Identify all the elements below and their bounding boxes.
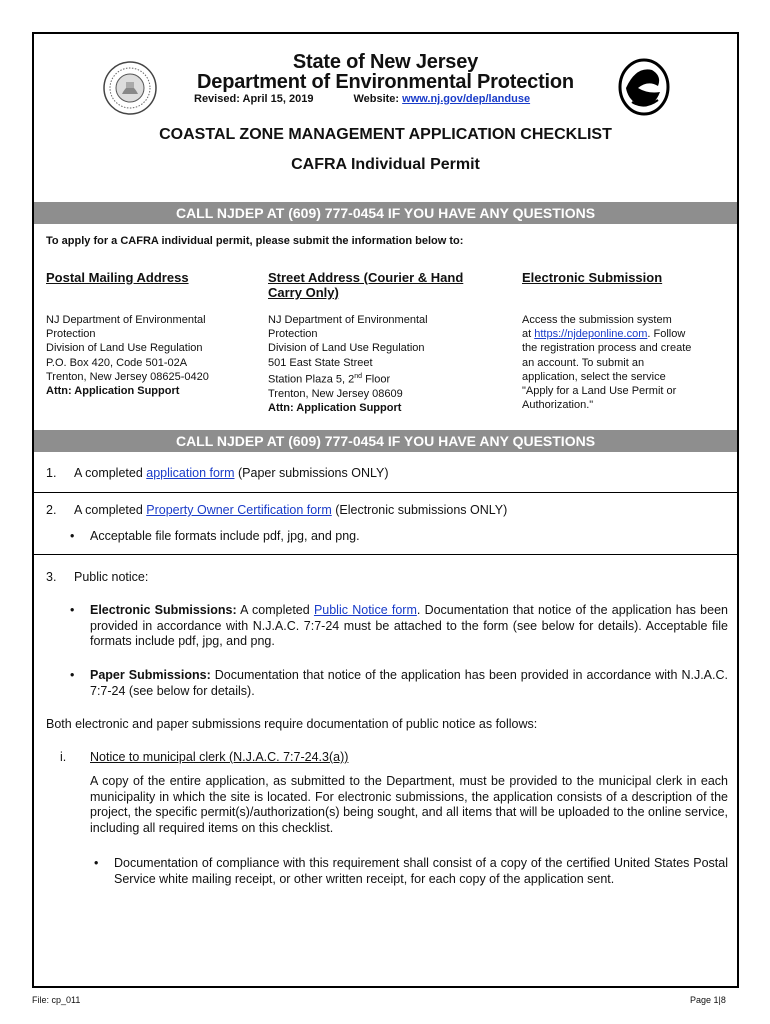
department-title: Department of Environmental Protection (197, 71, 574, 93)
questions-banner-top: CALL NJDEP AT (609) 777-0454 IF YOU HAVE ANY QUESTIONS (34, 202, 737, 224)
street-line: Division of Land Use Regulation (268, 342, 425, 355)
application-form-link[interactable]: application form (146, 466, 235, 480)
postal-line: Protection (46, 328, 96, 341)
public-notice-form-link[interactable]: Public Notice form (313, 603, 417, 617)
state-title: State of New Jersey (292, 51, 479, 73)
electronic-submission-heading: Electronic Submission (522, 270, 663, 285)
postal-attn: Attn: Application Support (46, 385, 180, 398)
electronic-line: "Apply for a Land Use Permit or (522, 385, 677, 398)
divider (34, 492, 737, 493)
electronic-url-line: at https://njdeponline.com. Follow (522, 328, 686, 341)
street-line: NJ Department of Environmental (268, 314, 428, 326)
postal-line: NJ Department of Environmental (46, 314, 206, 326)
checklist-page (32, 32, 739, 988)
street-line: Protection (268, 328, 318, 341)
file-code: File: cp_011 (32, 995, 81, 1005)
electronic-submissions-bullet: • Electronic Submissions: A completed Public Notice form. Documentation that notice of the application has been provided in accordance with N.J.A.C. 7:7-24 must be attached to the form (see below for details). Acceptable file formats include pdf, jpg, and png. (70, 603, 728, 648)
sub-item-i: i. Notice to municipal clerk (N.J.A.C. 7:7-24.3(a)) (60, 750, 349, 764)
street-line: 501 East State Street (268, 356, 373, 369)
municipal-clerk-heading: Notice to municipal clerk (N.J.A.C. 7:7-24.3(a)) (90, 750, 349, 764)
street-address-column (268, 270, 498, 415)
checklist-item-1: 1. A completed application form (Paper submissions ONLY) (46, 466, 389, 480)
municipal-clerk-bullet: • Documentation of compliance with this requirement shall consist of a copy of the certified United States Postal Service white mailing receipt, or other written receipt, for each copy of the application sent. (94, 856, 728, 886)
header-meta (194, 93, 530, 105)
street-address-heading: Street Address (Courier & Hand Carry Only) (268, 270, 464, 300)
intro-text: To apply for a CAFRA individual permit, please submit the information below to: (46, 235, 464, 247)
postal-line: Division of Land Use Regulation (46, 342, 203, 355)
street-attn: Attn: Application Support (268, 401, 402, 414)
electronic-line: Access the submission system (522, 314, 672, 326)
municipal-clerk-paragraph: A copy of the entire application, as submitted to the Department, must be provided to the municipal clerk in each municipality in which the site is located. For electronic submissions, the application consists of a description of the project, the specific permit(s)/authorization(s) being sought, and all items that will be uploaded to the online service, including all required items on this checklist. (90, 774, 728, 835)
item-2-bullet: • Acceptable file formats include pdf, jpg, and png. (70, 529, 360, 543)
postal-address-heading: Postal Mailing Address (46, 270, 189, 285)
paper-submissions-bullet: • Paper Submissions: Documentation that notice of the application has been provided in accordance with N.J.A.C. 7:7-24 (see below for details). (70, 668, 728, 698)
property-owner-certification-link[interactable]: Property Owner Certification form (146, 503, 332, 517)
divider (34, 554, 737, 555)
electronic-line: the registration process and create (522, 342, 692, 355)
website-link[interactable]: www.nj.gov/dep/landuse (402, 93, 531, 105)
checklist-subtitle: CAFRA Individual Permit (291, 156, 480, 173)
page-number: Page 1|8 (690, 995, 726, 1005)
electronic-line: application, select the service (522, 370, 666, 383)
njdep-logo-icon (618, 58, 670, 116)
website-label: Website: (353, 93, 403, 105)
both-submissions-text: Both electronic and paper submissions require documentation of public notice as follows: (46, 717, 538, 731)
postal-address-column (46, 270, 256, 398)
postal-line: Trenton, New Jersey 08625-0420 (46, 370, 209, 383)
electronic-line: Authorization." (522, 399, 594, 412)
checklist-title: COASTAL ZONE MANAGEMENT APPLICATION CHECKLIST (159, 126, 612, 143)
electronic-line: an account. To submit an (522, 356, 645, 369)
questions-banner-bottom: CALL NJDEP AT (609) 777-0454 IF YOU HAVE ANY QUESTIONS (34, 430, 737, 452)
postal-line: P.O. Box 420, Code 501-02A (46, 356, 188, 369)
document-header (34, 34, 737, 203)
electronic-submission-column (522, 270, 732, 412)
checklist-item-3: 3. Public notice: (46, 570, 149, 584)
checklist-item-2: 2. A completed Property Owner Certification form (Electronic submissions ONLY) (46, 503, 508, 517)
njdeponline-link[interactable]: https://njdeponline.com (534, 328, 648, 341)
revised-date: Revised: April 15, 2019 (194, 93, 314, 105)
street-city: Trenton, New Jersey 08609 (268, 387, 403, 400)
street-station: Station Plaza 5, 2nd Floor (268, 372, 391, 386)
